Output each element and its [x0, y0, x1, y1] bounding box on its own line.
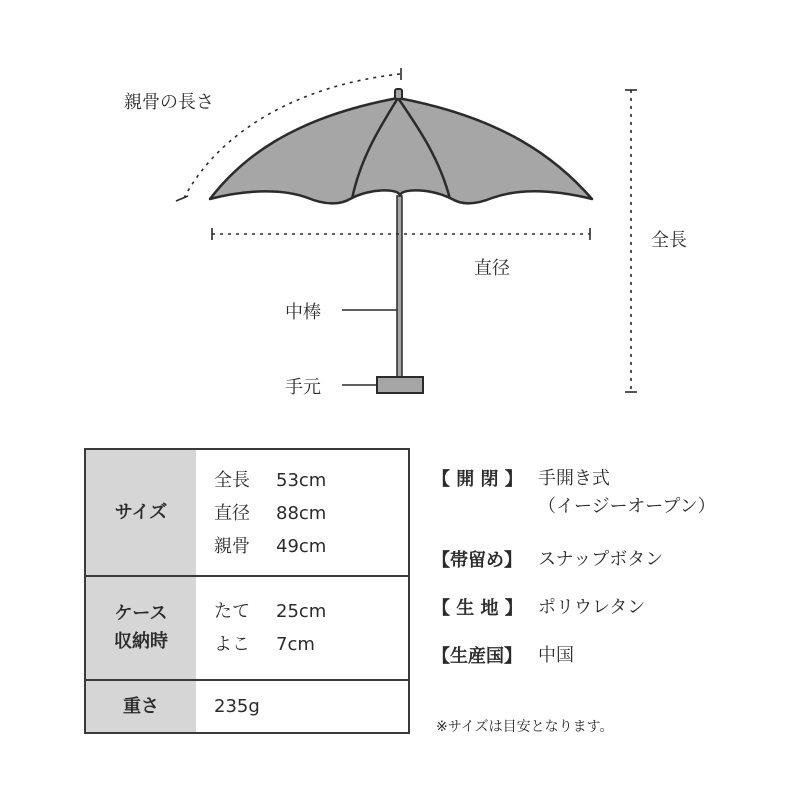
spec-value: 235g	[214, 696, 260, 717]
spec-key: 直径	[214, 502, 250, 524]
diameter-label: 直径	[474, 258, 510, 279]
info-fabric	[432, 594, 645, 622]
umbrella-shaft	[397, 196, 402, 378]
spec-head-case-line1: ケース	[114, 603, 168, 624]
info-value-line1: 手開き式	[538, 468, 610, 489]
total-length-label: 全長	[651, 230, 687, 251]
rib-length-label: 親骨の長さ	[124, 92, 214, 113]
info-value-line2: （イージーオープン）	[538, 496, 716, 517]
umbrella-handle	[377, 377, 423, 393]
spec-value: 49cm	[276, 535, 327, 557]
spec-line	[214, 464, 408, 497]
spec-value: 25cm	[276, 601, 327, 622]
info-value	[538, 465, 716, 521]
shaft-label: 中棒	[285, 302, 321, 323]
spec-line	[214, 497, 408, 530]
footnote: ※サイズは目安となります。	[436, 719, 614, 735]
info-value: 中国	[538, 645, 574, 666]
spec-key: 親骨	[214, 535, 250, 557]
umbrella-canopy	[210, 98, 592, 203]
spec-table	[84, 448, 410, 734]
info-origin	[432, 642, 574, 670]
spec-value: 53cm	[276, 469, 327, 491]
spec-row-case	[86, 577, 408, 679]
spec-body-weight	[196, 681, 408, 732]
info-value: スナップボタン	[538, 549, 664, 570]
spec-key: 全長	[214, 469, 250, 491]
spec-key: よこ	[214, 634, 250, 655]
spec-row-weight	[86, 681, 408, 732]
spec-body-size	[196, 450, 408, 576]
spec-head-weight	[86, 681, 196, 732]
handle-label: 手元	[285, 377, 321, 398]
spec-line	[214, 628, 408, 661]
spec-value: 7cm	[276, 634, 315, 655]
info-button	[432, 546, 663, 574]
info-label: 【生産国】	[432, 646, 522, 667]
spec-line	[214, 530, 408, 563]
spec-head-weight-text: 重さ	[123, 695, 159, 717]
spec-head-case-line2: 収納時	[114, 631, 168, 652]
spec-body-case	[196, 577, 408, 679]
spec-head-case	[86, 577, 196, 679]
spec-value: 88cm	[276, 502, 327, 524]
spec-line	[214, 595, 408, 628]
spec-head-size-text: サイズ	[114, 502, 168, 523]
info-label: 【帯留め】	[432, 550, 522, 571]
spec-row-size	[86, 450, 408, 576]
info-opening	[432, 465, 716, 521]
info-label: 【 生 地 】	[432, 598, 523, 619]
info-label: 【 開 閉 】	[432, 469, 523, 490]
info-value: ポリウレタン	[538, 597, 646, 618]
spec-head-size	[86, 450, 196, 576]
spec-key: たて	[214, 601, 250, 622]
